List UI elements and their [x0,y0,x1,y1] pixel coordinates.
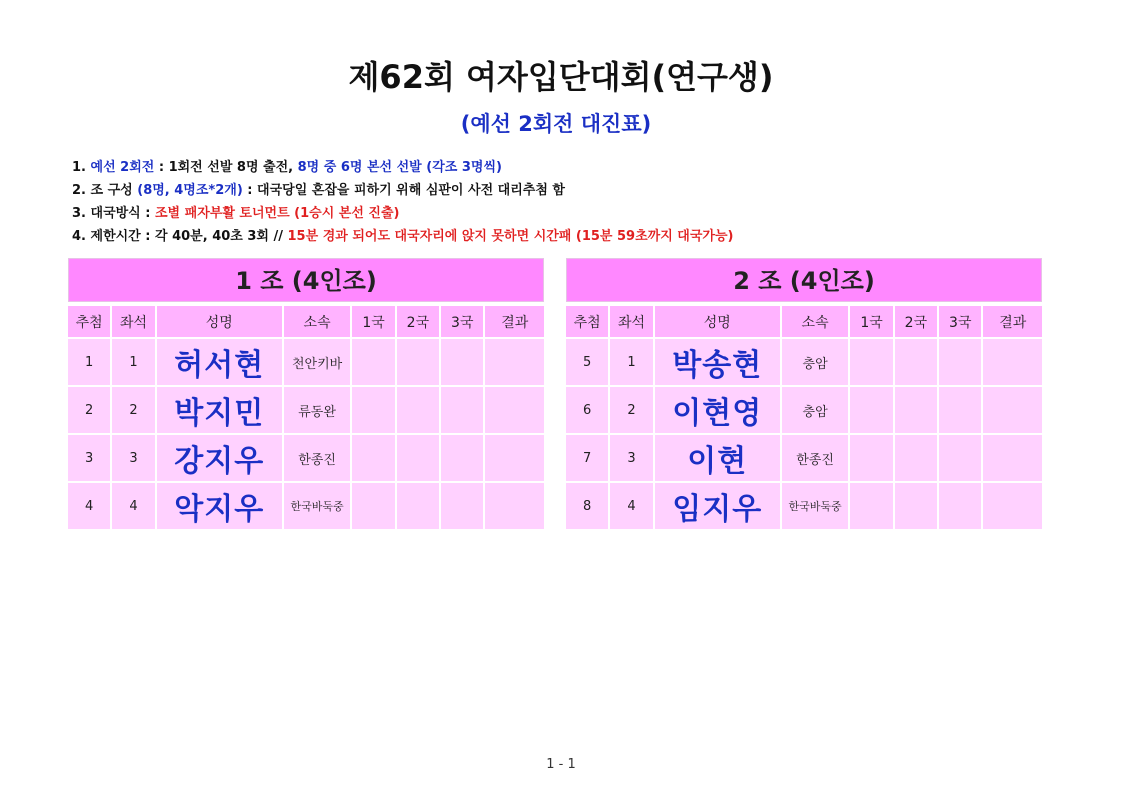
note-3 [72,202,1072,225]
game-2-cell [895,339,937,385]
seat-number: 4 [112,483,154,529]
game-1-cell [352,387,394,433]
game-3-cell [441,435,483,481]
result-cell [983,483,1042,529]
player-name: 악지우 [157,483,282,529]
col-affiliation: 소속 [782,306,849,337]
game-3-cell [939,339,981,385]
draw-number: 5 [566,339,608,385]
page-title: 제62회 여자입단대회(연구생) [348,58,774,96]
col-affiliation: 소속 [284,306,351,337]
result-cell [983,435,1042,481]
table-row [68,483,544,529]
game-2-cell [895,483,937,529]
col-game-3: 3국 [939,306,981,337]
seat-number: 1 [112,339,154,385]
seat-number: 2 [610,387,652,433]
draw-number: 1 [68,339,110,385]
group-1-bracket [68,258,544,531]
game-2-cell [397,483,439,529]
table-row [68,339,544,385]
result-cell [983,339,1042,385]
game-1-cell [850,435,892,481]
game-2-cell [397,339,439,385]
col-seat: 좌석 [112,306,154,337]
note-3-format: 조별 패자부활 토너먼트 (1승시 본선 진출) [155,206,400,221]
game-1-cell [352,435,394,481]
col-game-1: 1국 [352,306,394,337]
note-4-prefix: 4. 제한시간 : 각 40분, 40초 3회 // [72,229,288,244]
draw-number: 2 [68,387,110,433]
player-affiliation: 한종진 [782,435,849,481]
note-1-round: 예선 2회전 [90,160,155,175]
col-draw: 추첨 [566,306,608,337]
player-affiliation: 한국바둑중 [284,483,351,529]
player-name: 이현 [655,435,780,481]
game-3-cell [441,483,483,529]
group-2-header: 2 조 (4인조) [566,258,1042,302]
note-1 [72,156,1072,179]
note-1-selection: 8명 중 6명 본선 선발 (각조 3명씩) [297,160,502,175]
table-row [566,483,1042,529]
player-name: 임지우 [655,483,780,529]
note-3-prefix: 3. 대국방식 : [72,206,155,221]
seat-number: 2 [112,387,154,433]
note-2-composition: (8명, 4명조*2개) [137,183,243,198]
game-2-cell [397,435,439,481]
game-1-cell [850,339,892,385]
note-4 [72,225,1072,248]
column-header-row [566,306,1042,337]
player-name: 이현영 [655,387,780,433]
note-2 [72,179,1072,202]
game-1-cell [850,483,892,529]
player-affiliation: 한종진 [284,435,351,481]
col-name: 성명 [655,306,780,337]
note-1-text: : 1회전 선발 8명 출전, [154,160,298,175]
game-1-cell [352,483,394,529]
result-cell [485,483,544,529]
game-2-cell [895,387,937,433]
note-2-prefix: 2. 조 구성 [72,183,138,198]
col-draw: 추첨 [68,306,110,337]
game-3-cell [939,483,981,529]
game-3-cell [441,339,483,385]
game-1-cell [352,339,394,385]
seat-number: 3 [610,435,652,481]
player-name: 박지민 [157,387,282,433]
player-name: 박송현 [655,339,780,385]
rules-notes [72,156,1072,248]
draw-number: 8 [566,483,608,529]
draw-number: 7 [566,435,608,481]
note-2-text: : 대국당일 혼잡을 피하기 위해 심판이 사전 대리추첨 함 [242,183,565,198]
player-affiliation: 충암 [782,339,849,385]
col-result: 결과 [983,306,1042,337]
game-2-cell [895,435,937,481]
table-row [68,435,544,481]
group-1-header: 1 조 (4인조) [68,258,544,302]
col-game-2: 2국 [895,306,937,337]
player-affiliation: 한국바둑중 [782,483,849,529]
game-1-cell [850,387,892,433]
player-affiliation: 충암 [782,387,849,433]
group-1-table [66,304,546,531]
page-number: 1 - 1 [546,757,576,772]
seat-number: 4 [610,483,652,529]
note-1-prefix: 1. [72,160,91,175]
game-3-cell [939,435,981,481]
result-cell [983,387,1042,433]
game-3-cell [939,387,981,433]
draw-number: 3 [68,435,110,481]
group-2-bracket [566,258,1042,531]
draw-number: 6 [566,387,608,433]
seat-number: 1 [610,339,652,385]
col-game-1: 1국 [850,306,892,337]
col-seat: 좌석 [610,306,652,337]
group-2-table [564,304,1044,531]
game-2-cell [397,387,439,433]
col-result: 결과 [485,306,544,337]
col-game-2: 2국 [397,306,439,337]
result-cell [485,387,544,433]
table-row [68,387,544,433]
table-row [566,339,1042,385]
col-game-3: 3국 [441,306,483,337]
note-4-forfeit-rule: 15분 경과 되어도 대국자리에 앉지 못하면 시간패 (15분 59초까지 대국가능) [287,229,734,244]
column-header-row [68,306,544,337]
seat-number: 3 [112,435,154,481]
draw-number: 4 [68,483,110,529]
player-affiliation: 류동완 [284,387,351,433]
player-name: 강지우 [157,435,282,481]
player-name: 허서현 [157,339,282,385]
page-subtitle: (예선 2회전 대진표) [460,112,652,136]
result-cell [485,435,544,481]
game-3-cell [441,387,483,433]
col-name: 성명 [157,306,282,337]
table-row [566,435,1042,481]
result-cell [485,339,544,385]
table-row [566,387,1042,433]
player-affiliation: 천안키바 [284,339,351,385]
